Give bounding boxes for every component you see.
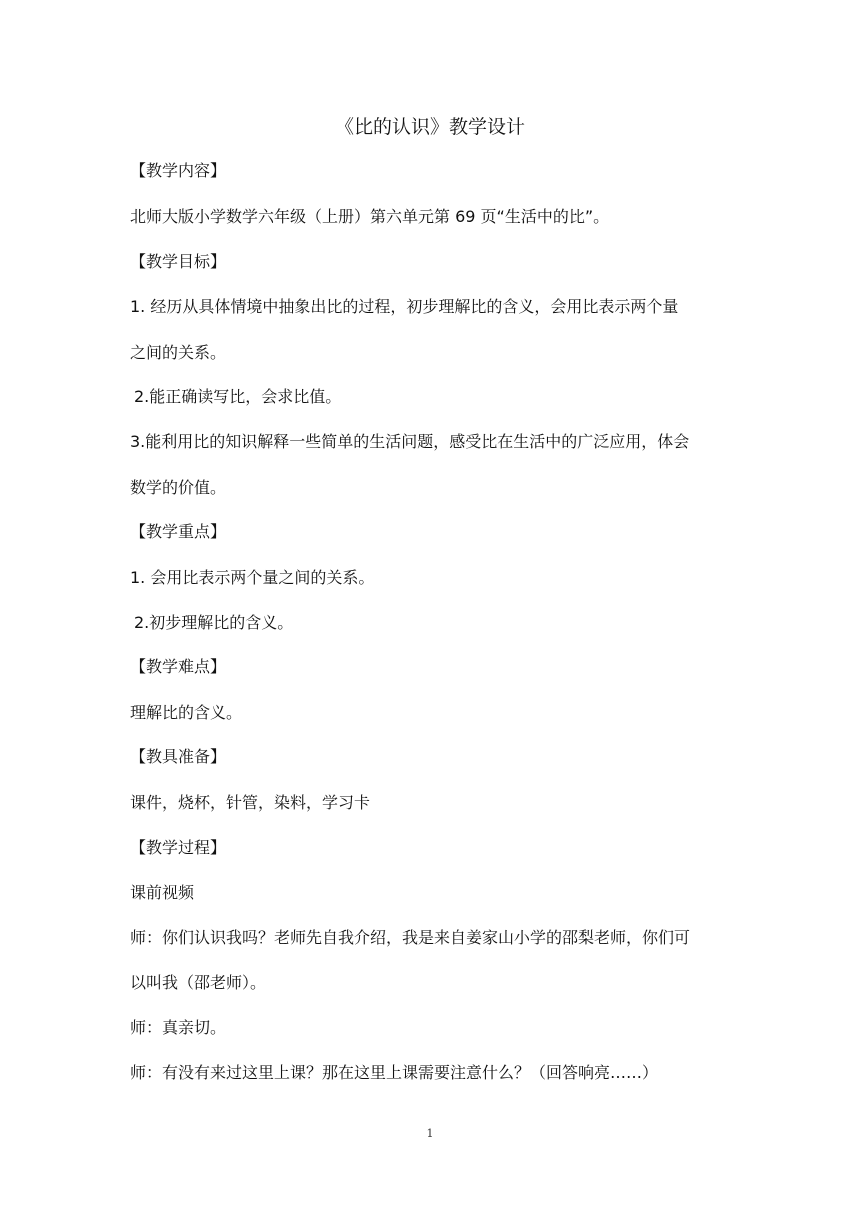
objective-2: 2.能正确读写比，会求比值。 [134, 387, 342, 406]
section-heading-objectives: 【教学目标】 [130, 252, 227, 271]
key-point-1: 1. 会用比表示两个量之间的关系。 [130, 568, 375, 587]
difficulties-text: 理解比的含义。 [130, 703, 243, 722]
materials-text: 课件，烧杯，针管，染料，学习卡 [130, 793, 371, 812]
objective-3-line-1: 3.能利用比的知识解释一些简单的生活问题，感受比在生活中的广泛应用，体会 [130, 432, 690, 451]
section-heading-key-points: 【教学重点】 [130, 522, 227, 541]
key-point-2: 2.初步理解比的含义。 [134, 613, 294, 632]
section-heading-difficulties: 【教学难点】 [130, 657, 227, 676]
document-title: 《比的认识》教学设计 [334, 116, 525, 138]
process-line-3: 师：真亲切。 [130, 1018, 227, 1037]
process-line-4: 师：有没有来过这里上课？那在这里上课需要注意什么？（回答响亮……） [130, 1063, 659, 1082]
objective-1-line-2: 之间的关系。 [130, 343, 227, 362]
objective-3-line-2: 数学的价值。 [130, 478, 227, 497]
process-line-1: 师：你们认识我吗？老师先自我介绍，我是来自姜家山小学的邵梨老师，你们可 [130, 928, 691, 947]
page-number: 1 [426, 1127, 434, 1140]
section-heading-process: 【教学过程】 [130, 838, 227, 857]
section-heading-materials: 【教具准备】 [130, 747, 227, 766]
process-subheading: 课前视频 [130, 883, 195, 902]
objective-1-line-1: 1. 经历从具体情境中抽象出比的过程，初步理解比的含义，会用比表示两个量 [130, 297, 679, 316]
content-text: 北师大版小学数学六年级（上册）第六单元第 69 页“生活中的比”。 [130, 207, 610, 226]
section-heading-content: 【教学内容】 [130, 161, 227, 180]
process-line-2: 以叫我（邵老师）。 [130, 973, 267, 992]
